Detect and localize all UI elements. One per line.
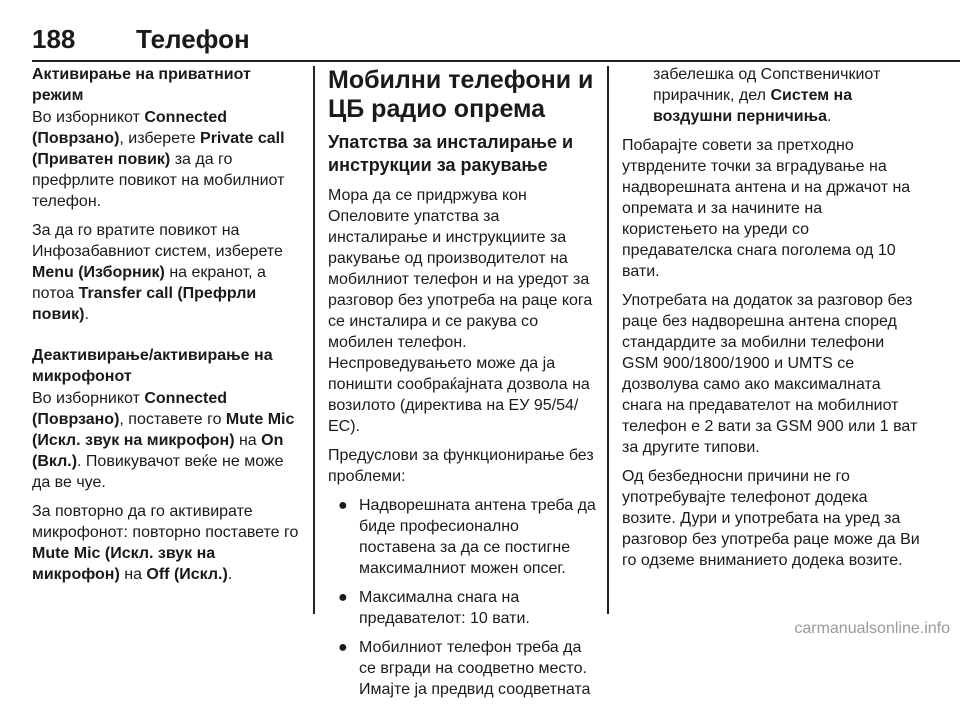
page-header [32, 24, 960, 60]
column-divider [607, 66, 609, 614]
menu-term: Connected (Поврзано) [32, 390, 228, 428]
text: . [827, 108, 832, 125]
text: . [227, 566, 233, 583]
section-heading: Мобилни телефони и ЦБ радио опрема [328, 66, 594, 123]
paragraph: Побарајте совети за претходно утврдените точки за вградување на надворешната антена и на држачот на опремата и за начините на користењето на уреди со предавателска снага поголема од 10 вати. [622, 137, 911, 280]
list-item [328, 637, 596, 700]
bullet-icon: ● [338, 497, 348, 514]
paragraph: Мора да се придржува кон Опеловите упатства за инсталирање и инструкциите за ракување од производителот на мобилниот телефон и на уредот за разговор без употреба на раце кога се инсталира и се ракува со мобилен телефон. [328, 187, 593, 351]
text: За да го вратите повикот на Инфозабавниот систем, изберете [32, 222, 283, 260]
column-left [32, 64, 306, 593]
paragraph: Од безбедносни причини не го употребувајте телефонот додека возите. Дури и употребата на уред за разговор без употреба раце може да Ви го одземе вниманието додека возите. [622, 468, 920, 569]
bullet-icon: ● [338, 639, 348, 656]
paragraph [622, 64, 920, 127]
paragraph: Употребата на додаток за разговор без раце без надворешна антена според стандардите за мобилни телефони GSM 900/1800/1900 и UMTS се дозволува само ако максималната снага на предавателот на мобилниот телефон е 2 вати за GSM 900 или 1 ват за другите типови. [622, 292, 918, 456]
text: Во изборникот [32, 390, 145, 407]
text: за да го префрлите повикот на мобилниот телефон. [32, 151, 285, 210]
list-item-text: Максимална снага на предавателот: 10 вати. [359, 589, 530, 627]
text: , поставете го [119, 411, 226, 428]
subheading-private-mode: Активирање на приватниот режим [32, 66, 251, 104]
paragraph: Неспроведувањето може да ја поништи сообраќајната дозвола на возилото (директива на ЕУ 95/54/ЕС). [328, 355, 590, 435]
menu-term: On (Вкл.) [32, 432, 284, 470]
menu-term: Menu (Изборник) [32, 264, 165, 281]
menu-term: Mute Mic (Искл. звук на микрофон) [32, 411, 295, 449]
list-item-text: Мобилниот телефон треба да се вгради на соодветно место. Имајте ја предвид соодветната [359, 639, 591, 698]
bullet-list [328, 495, 596, 700]
list-item [328, 495, 596, 579]
text: . Повикувачот веќе не може да ве чуе. [32, 453, 284, 491]
section-subheading: Упатства за инсталирање и инструкции за ракување [328, 132, 574, 175]
menu-term: Mute Mic (Искл. звук на микрофон) [32, 545, 216, 583]
text: на екранот, а потоа [32, 264, 266, 302]
text: забелешка од Сопственичкиот прирачник, дел [653, 66, 881, 104]
text: , изберете [119, 130, 201, 147]
list-item [328, 587, 596, 629]
menu-term: Off (Искл.) [146, 566, 228, 583]
list-item-text: Надворешната антена треба да биде професионално поставена за да се постигне максималниот можен опсег. [359, 497, 596, 577]
text: на [119, 566, 147, 583]
text: на [234, 432, 262, 449]
header-rule [32, 60, 960, 62]
menu-term: Transfer call (Префрли повик) [32, 285, 257, 323]
column-right [622, 64, 920, 579]
column-divider [313, 66, 315, 614]
paragraph [32, 107, 306, 212]
paragraph [32, 220, 306, 325]
menu-term: Private call (Приватен повик) [32, 130, 285, 168]
column-middle [328, 64, 596, 708]
bullet-icon: ● [338, 589, 348, 606]
menu-term: Connected (Поврзано) [32, 109, 228, 147]
text: Во изборникот [32, 109, 145, 126]
text: За повторно да го активирате микрофонот: повторно поставете го [32, 503, 299, 541]
text: . [84, 306, 89, 323]
page-title: Телефон [136, 24, 250, 54]
subheading-microphone: Деактивирање/активирање на микрофонот [32, 347, 273, 385]
paragraph [32, 388, 306, 493]
watermark: carmanualsonline.info [794, 620, 950, 637]
paragraph [32, 501, 306, 585]
paragraph: Предуслови за функционирање без проблеми: [328, 447, 594, 485]
cross-reference: Систем на воздушни перничиња [653, 87, 853, 125]
page-number: 188 [32, 24, 76, 54]
